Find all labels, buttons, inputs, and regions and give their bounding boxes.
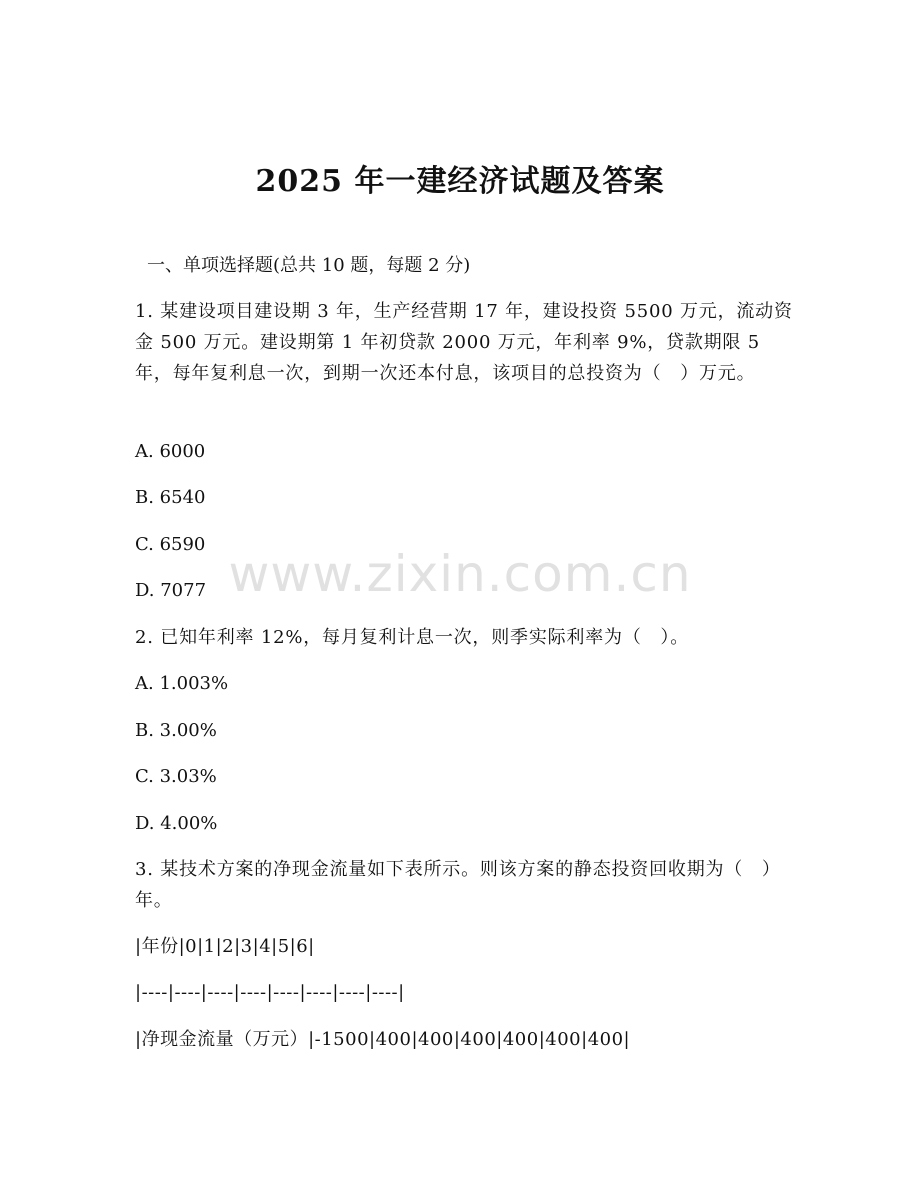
question-2-option-d: D. 4.00% [135, 813, 218, 834]
question-1-option-a: A. 6000 [135, 441, 206, 462]
question-1-option-c: C. 6590 [135, 534, 206, 555]
table-header-row: |年份|0|1|2|3|4|5|6| [135, 936, 315, 957]
question-1-option-b: B. 6540 [135, 487, 206, 508]
question-2-option-c: C. 3.03% [135, 766, 217, 787]
question-3-text: 3. 某技术方案的净现金流量如下表所示。则该方案的静态投资回收期为（ ）年。 [135, 859, 781, 911]
question-1-text: 1. 某建设项目建设期 3 年，生产经营期 17 年，建设投资 5500 万元，流动资金 500 万元。建设期第 1 年初贷款 2000 万元，年利率 9%，贷款期限 5 年，每年复利息一次，到期一次还本付息，该项目的总投资为（ ）万元。 [135, 301, 793, 384]
document-title: 2025 年一建经济试题及答案 [255, 164, 665, 199]
section-heading: 一、单项选择题(总共 10 题，每题 2 分) [147, 255, 471, 276]
table-separator-row: |----|----|----|----|----|----|----|----| [135, 982, 405, 1003]
question-1-option-d: D. 7077 [135, 580, 207, 601]
question-2-option-b: B. 3.00% [135, 720, 217, 741]
question-2-option-a: A. 1.003% [135, 673, 229, 694]
watermark: www.zixin.com.cn [228, 545, 692, 603]
question-2-text: 2. 已知年利率 12%，每月复利计息一次，则季实际利率为（ ）。 [135, 627, 690, 648]
table-data-row: |净现金流量（万元）|-1500|400|400|400|400|400|400| [135, 1029, 631, 1050]
